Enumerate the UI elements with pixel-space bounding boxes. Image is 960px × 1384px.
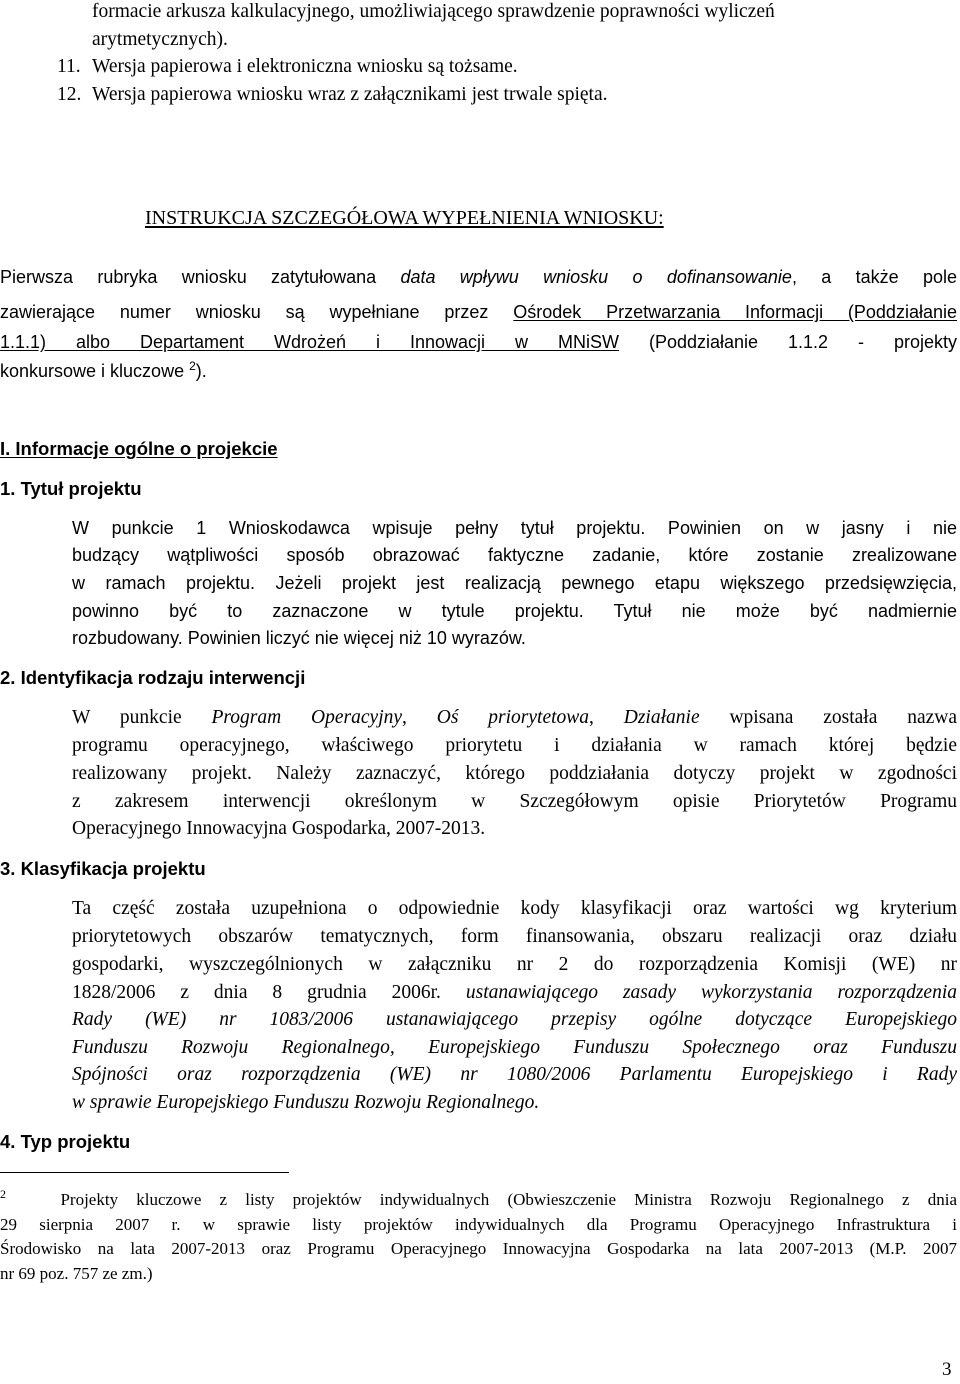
para1-underlined-1: Ośrodek Przetwarzania Informacji (Poddziałanie [513, 302, 957, 322]
footnote-text-1: Projekty kluczowe z listy projektów indywidualnych (Obwieszczenie Ministra Rozwoju Regionalnego z dnia [60, 1190, 957, 1209]
s2-text-b: wpisana została nazwa [729, 707, 958, 728]
s3-italic-line-4: w sprawie Europejskiego Funduszu Rozwoju Regionalnego. [72, 1092, 540, 1113]
s2-line-2: programu operacyjnego, właściwego priorytetu i działania w ramach której będzie [72, 735, 957, 756]
s3-line-2: priorytetowych obszarów tematycznych, form finansowania, obszaru realizacji oraz działu [72, 926, 957, 947]
footnote-line-2: 29 sierpnia 2007 r. w sprawie listy projektów indywidualnych dla Programu Operacyjnego Infrastruktura i [0, 1215, 957, 1234]
s3-italic-a: ustanawiającego zasady wykorzystania rozporządzenia [465, 982, 958, 1003]
para1-line-4 [0, 359, 207, 381]
para1-italic: data wpływu wniosku o dofinansowanie [400, 267, 792, 287]
s1-line-2: budzący wątpliwości sposób obrazować faktyczne zadanie, które zostanie zrealizowane [72, 545, 957, 565]
s1-title: 1. Tytuł projektu [0, 478, 142, 499]
s3-italic-line-1: Rady (WE) nr 1083/2006 ustanawiającego przepisy ogólne dotyczące Europejskiego [72, 1009, 957, 1030]
s1-line-5: rozbudowany. Powinien liczyć nie więcej niż 10 wyrazów. [72, 628, 526, 648]
page-number: 3 [942, 1359, 952, 1380]
para1-line-3 [0, 333, 957, 351]
s2-text-a: W punkcie [72, 707, 182, 728]
para1-text-f: ). [195, 361, 207, 381]
s2-line-5: Operacyjnego Innowacyjna Gospodarka, 2007-2013. [72, 818, 486, 839]
s2-line-1 [72, 708, 957, 728]
s3-line-4 [72, 983, 957, 1003]
instruction-heading: INSTRUKCJA SZCZEGÓŁOWA WYPEŁNIENIA WNIOSKU: [145, 207, 664, 229]
section-I-heading: I. Informacje ogólne o projekcie [0, 438, 278, 459]
s3-italic-line-3: Spójności oraz rozporządzenia (WE) nr 1080/2006 Parlamentu Europejskiego i Rady [72, 1064, 957, 1085]
s2-italic-dzialanie: Działanie [623, 707, 700, 728]
para1-text-c: zawierające numer wniosku są wypełniane przez [0, 302, 489, 322]
footnote-line-1 [0, 1187, 957, 1209]
para1-text-b: , a także pole [791, 267, 957, 287]
s3-line-6 [72, 1038, 957, 1058]
s3-line-3: gospodarki, wyszczególnionych w załączniku nr 2 do rozporządzenia Komisji (WE) nr [72, 954, 957, 975]
s1-line-1: W punkcie 1 Wnioskodawca wpisuje pełny tytuł projektu. Powinien on w jasny i nie [72, 518, 957, 538]
s3-line-8 [72, 1093, 539, 1113]
s3-text-a: 1828/2006 z dnia 8 grudnia 2006r. [72, 982, 441, 1003]
s2-italic-program: Program Operacyjny [211, 707, 403, 728]
para1-text-d: (Poddziałanie 1.1.2 - projekty [648, 332, 957, 352]
s2-comma-1: , [402, 707, 407, 728]
para1-text-e: konkursowe i kluczowe [0, 361, 185, 381]
footnote-separator [0, 1172, 289, 1173]
s4-title: 4. Typ projektu [0, 1131, 131, 1152]
s2-line-3: realizowany projekt. Należy zaznaczyć, którego poddziałania dotyczy projekt w zgodności [72, 763, 957, 784]
s2-comma-2: , [589, 707, 594, 728]
s2-line-4: z zakresem interwencji określonym w Szczegółowym opisie Priorytetów Programu [72, 791, 957, 812]
s3-italic-line-2: Funduszu Rozwoju Regionalnego, Europejskiego Funduszu Społecznego oraz Funduszu [72, 1037, 957, 1058]
intro-line-1: formacie arkusza kalkulacyjnego, umożliwiającego sprawdzenie poprawności wyliczeń [92, 1, 775, 22]
s3-title: 3. Klasyfikacja projektu [0, 858, 206, 879]
s1-line-4: powinno być to zaznaczone w tytule projektu. Tytuł nie może być nadmiernie [72, 601, 957, 621]
footnote-line-3: Środowisko na lata 2007-2013 oraz Programu Operacyjnego Innowacyjna Gospodarka na lata 2007-2013 (M.P. 2007 [0, 1239, 957, 1258]
intro-item-12-text: Wersja papierowa wniosku wraz z załącznikami jest trwale spięta. [92, 84, 608, 105]
s3-line-5 [72, 1010, 957, 1030]
intro-line-2: arytmetycznych). [92, 29, 228, 50]
para1-text-a: Pierwsza rubryka wniosku zatytułowana [0, 267, 377, 287]
footnote-ref: 2 [189, 359, 196, 373]
s3-line-1: Ta część została uzupełniona o odpowiednie kody klasyfikacji oraz wartości wg kryterium [72, 898, 957, 919]
intro-item-12-num: 12. [57, 84, 82, 105]
intro-item-11-num: 11. [57, 56, 81, 77]
s2-title: 2. Identyfikacja rodzaju interwencji [0, 667, 306, 688]
s3-line-7 [72, 1065, 957, 1085]
para1-line-2 [0, 303, 957, 321]
para1-underlined-2: 1.1.1) albo Departament Wdrożeń i Innowacji w MNiSW [0, 332, 619, 352]
intro-item-11-text: Wersja papierowa i elektroniczna wniosku są tożsame. [92, 56, 518, 77]
para1-line-1 [0, 268, 957, 286]
footnote-line-4: nr 69 poz. 757 ze zm.) [0, 1264, 153, 1283]
s1-line-3: w ramach projektu. Jeżeli projekt jest realizacją pewnego etapu większego przedsięwzięcia, [72, 573, 957, 593]
footnote-mark: 2 [0, 1187, 6, 1201]
s2-italic-os: Oś priorytetowa [436, 707, 590, 728]
